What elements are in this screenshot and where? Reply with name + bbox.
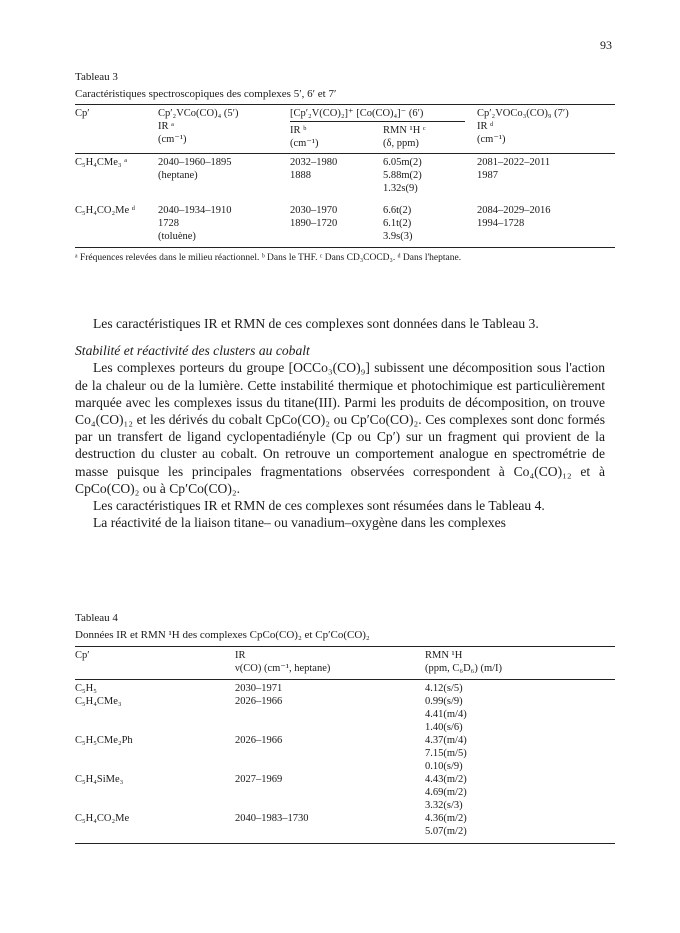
t4-row5-nmr-1: 4.36(m/2) — [425, 813, 467, 824]
t3-header-col2a-ir: IR ᵇ — [290, 125, 307, 136]
t3-header-col1: Cp′₂VCo(CO)₄ (5′) — [158, 108, 239, 119]
t4-row4-ir: 2027–1969 — [235, 774, 283, 785]
t4-row1-cp: C₅H₅ — [75, 683, 97, 694]
table3-label: Tableau 3 — [75, 71, 118, 83]
t4-row3-ir: 2026–1966 — [235, 735, 283, 746]
body-text — [75, 315, 605, 531]
t3-row1-c4-line1: 2081–2022–2011 — [477, 157, 551, 168]
t3-row2-c3-line1: 6.6t(2) — [383, 205, 412, 216]
t4-header-cp: Cp′ — [75, 650, 90, 661]
paragraph-3: Les caractéristiques IR et RMN de ces complexes sont résumées dans le Tableau 4. — [93, 498, 545, 514]
t4-row4-cp: C₅H₄SiMe₃ — [75, 774, 124, 785]
table3-footnote: ᵃ Fréquences relevées dans le milieu réactionnel. ᵇ Dans le THF. ᶜ Dans CD₃COCD₃. ᵈ Dans l'heptane. — [75, 253, 462, 263]
table3-caption: Caractéristiques spectroscopiques des complexes 5′, 6′ et 7′ — [75, 88, 337, 100]
t3-row1-c3-line2: 5.88m(2) — [383, 170, 422, 181]
t4-row2-ir: 2026–1966 — [235, 696, 283, 707]
t4-row3-nmr-1: 4.37(m/4) — [425, 735, 467, 746]
t3-row1-c3-line3: 1.32s(9) — [383, 183, 418, 194]
t4-row4-nmr-3: 3.32(s/3) — [425, 800, 463, 811]
table4-label: Tableau 4 — [75, 612, 118, 624]
t3-row2-c2-line2: 1890–1720 — [290, 218, 338, 229]
t3-header-col1-unit: (cm⁻¹) — [158, 134, 187, 145]
t4-row2-cp: C₅H₄CMe₃ — [75, 696, 122, 707]
t4-header-nmr: RMN ¹H — [425, 650, 463, 661]
table4-caption: Données IR et RMN ¹H des complexes CpCo(CO)₂ et Cp′Co(CO)₂ — [75, 629, 370, 641]
t3-row1-c1-line2: (heptane) — [158, 170, 198, 181]
t3-row2-c4-line2: 1994–1728 — [477, 218, 525, 229]
table3-header-rule — [75, 153, 615, 154]
t3-header-col1-ir: IR ᵃ — [158, 121, 174, 132]
t4-row2-nmr-3: 1.40(s/6) — [425, 722, 463, 733]
table4-header-rule — [75, 679, 615, 680]
paragraph-4: La réactivité de la liaison titane– ou vanadium–oxygène dans les complexes — [93, 515, 506, 531]
t3-header-col2b-nmr: RMN ¹H ᶜ — [383, 125, 426, 136]
table4 — [75, 646, 615, 866]
t3-header-col2: [Cp′₂V(CO)₂]⁺ [Co(CO)₄]⁻ (6′) — [290, 108, 465, 122]
t3-header-col3: Cp′₂VOCo₃(CO)₉ (7′) — [477, 108, 569, 119]
t4-row3-nmr-2: 7.15(m/5) — [425, 748, 467, 759]
table3-top-rule — [75, 104, 615, 105]
t3-row2-c3-line3: 3.9s(3) — [383, 231, 413, 242]
t4-row5-ir: 2040–1983–1730 — [235, 813, 309, 824]
t3-row2-c1-line2: 1728 — [158, 218, 179, 229]
t4-row3-cp: C₅H₅CMe₂Ph — [75, 735, 133, 746]
t3-header-col2a-unit: (cm⁻¹) — [290, 138, 319, 149]
t4-row2-nmr-1: 0.99(s/9) — [425, 696, 463, 707]
t4-header-ir-unit: ν(CO) (cm⁻¹, heptane) — [235, 663, 331, 674]
t4-row4-nmr-2: 4.69(m/2) — [425, 787, 467, 798]
table4-top-rule — [75, 646, 615, 647]
t3-row2-c3-line2: 6.1t(2) — [383, 218, 412, 229]
t4-row1-nmr-1: 4.12(s/5) — [425, 683, 463, 694]
t4-header-nmr-unit: (ppm, C₆D₆) (m/I) — [425, 663, 503, 674]
t4-row4-nmr-1: 4.43(m/2) — [425, 774, 467, 785]
t3-header-col3-unit: (cm⁻¹) — [477, 134, 506, 145]
t3-header-col2b-unit: (δ, ppm) — [383, 138, 419, 149]
t3-header-col3-ir: IR ᵈ — [477, 121, 494, 132]
t3-header-cp: Cp′ — [75, 108, 90, 119]
t4-header-ir: IR — [235, 650, 246, 661]
t3-row2-c1-line3: (toluène) — [158, 231, 196, 242]
t3-row2-c2-line1: 2030–1970 — [290, 205, 338, 216]
t4-row5-nmr-2: 5.07(m/2) — [425, 826, 467, 837]
t3-row2-c1-line1: 2040–1934–1910 — [158, 205, 232, 216]
t4-row5-cp: C₅H₄CO₂Me — [75, 813, 130, 824]
t4-row1-ir: 2030–1971 — [235, 683, 283, 694]
table3-bottom-rule — [75, 247, 615, 248]
t4-row2-nmr-2: 4.41(m/4) — [425, 709, 467, 720]
t3-row2-cp: C₅H₄CO₂Me ᵈ — [75, 205, 136, 216]
t3-row1-c2-line2: 1888 — [290, 170, 311, 181]
t4-row3-nmr-3: 0.10(s/9) — [425, 761, 463, 772]
t3-row1-c2-line1: 2032–1980 — [290, 157, 338, 168]
paragraph-1: Les caractéristiques IR et RMN de ces complexes sont données dans le Tableau 3. — [93, 316, 539, 331]
table3 — [75, 104, 615, 279]
paragraph-2: Les complexes porteurs du groupe [OCCo₃(CO)₉] subissent une décomposition sous l'action de la chaleur ou de la lumière. Cette instabilité thermique et photochimique est particulièrement marquée avec les complexes issus du titane(III). Parmi les produits de décomposition, on trouve Co₄(CO)₁₂ et les dérivés du cobalt CpCo(CO)₂ ou Cp′Co(CO)₂. Ces complexes sont donc formés par un transfert de ligand cyclopentadiényle (Cp ou Cp′) sur un fragment qui provient de la destruction du cluster au cobalt. On retrouve un comportement analogue en spectrométrie de masse puisque les principales fragmentations observées correspondent à Co₄(CO)₁₂ et à CpCo(CO)₂ ou à Cp′Co(CO)₂. — [75, 360, 605, 496]
section-heading: Stabilité et réactivité des clusters au cobalt — [75, 343, 310, 359]
page-number: 93 — [600, 38, 612, 52]
t3-row1-c4-line2: 1987 — [477, 170, 498, 181]
table4-bottom-rule — [75, 843, 615, 844]
t3-row2-c4-line1: 2084–2029–2016 — [477, 205, 551, 216]
t3-row1-cp: C₅H₄CMe₃ ᵃ — [75, 157, 128, 168]
t3-row1-c3-line1: 6.05m(2) — [383, 157, 422, 168]
t3-row1-c1-line1: 2040–1960–1895 — [158, 157, 232, 168]
